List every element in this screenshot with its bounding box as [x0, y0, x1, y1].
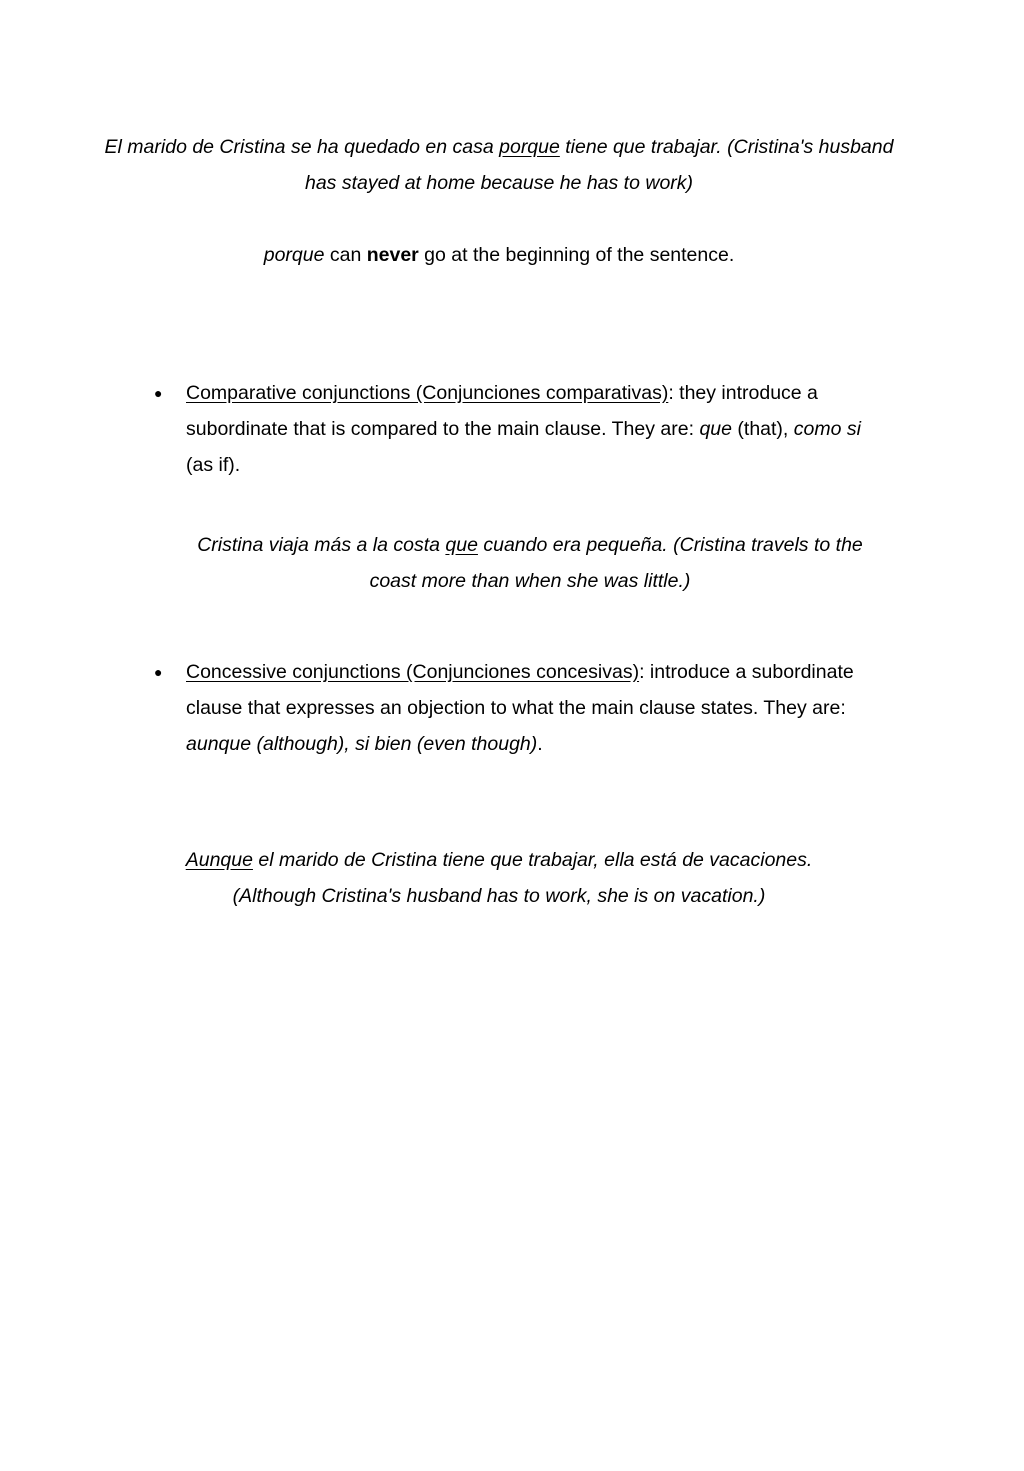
- example-que: [180, 527, 880, 599]
- note-mid: can: [324, 244, 367, 266]
- note-word: porque: [263, 244, 325, 266]
- example2-part2: cuando era pequeña. (Cristina travels to the coast more than when she was little.): [369, 534, 863, 592]
- example-keyword-porque: porque: [499, 136, 560, 158]
- concessive-heading: Concessive conjunctions (Conjunciones concesivas): [186, 661, 640, 683]
- comparative-term-como-si: como si: [793, 418, 861, 440]
- comparative-text2: (that),: [731, 418, 794, 440]
- note-end: go at the beginning of the sentence.: [418, 244, 735, 266]
- example-text-part2: tiene que trabajar. (Cristina's husband has stayed at home because he has to work): [304, 136, 894, 194]
- example-aunque: [100, 842, 898, 914]
- note-bold-never: never: [366, 244, 419, 266]
- concessive-text1: : introduce a subordinate clause that expresses an objection to what the main clause states. They are:: [186, 661, 854, 719]
- bullet-icon: ●: [154, 385, 163, 401]
- list-item-comparative: [186, 375, 876, 483]
- example-porque: [100, 129, 898, 201]
- example-text-part1: El marido de Cristina se ha quedado en casa: [104, 136, 500, 158]
- example3-keyword-aunque: Aunque: [185, 849, 253, 871]
- concessive-terms: aunque (although), si bien (even though): [186, 733, 538, 755]
- note-porque-position: [100, 237, 898, 273]
- comparative-term-que: que: [699, 418, 732, 440]
- example3-part1: el marido de Cristina tiene que trabajar, ella está de vacaciones.: [252, 849, 813, 871]
- concessive-text2: .: [537, 733, 543, 755]
- comparative-text1: : they introduce a subordinate that is compared to the main clause. They are:: [186, 382, 818, 440]
- bullet-icon: ●: [154, 664, 163, 680]
- list-item-concessive: [186, 654, 876, 762]
- comparative-text3: (as if).: [186, 454, 241, 476]
- example2-keyword-que: que: [445, 534, 478, 556]
- comparative-heading: Comparative conjunctions (Conjunciones comparativas): [186, 382, 669, 404]
- example3-part2: (Although Cristina's husband has to work, she is on vacation.): [232, 885, 766, 907]
- example2-part1: Cristina viaja más a la costa: [197, 534, 446, 556]
